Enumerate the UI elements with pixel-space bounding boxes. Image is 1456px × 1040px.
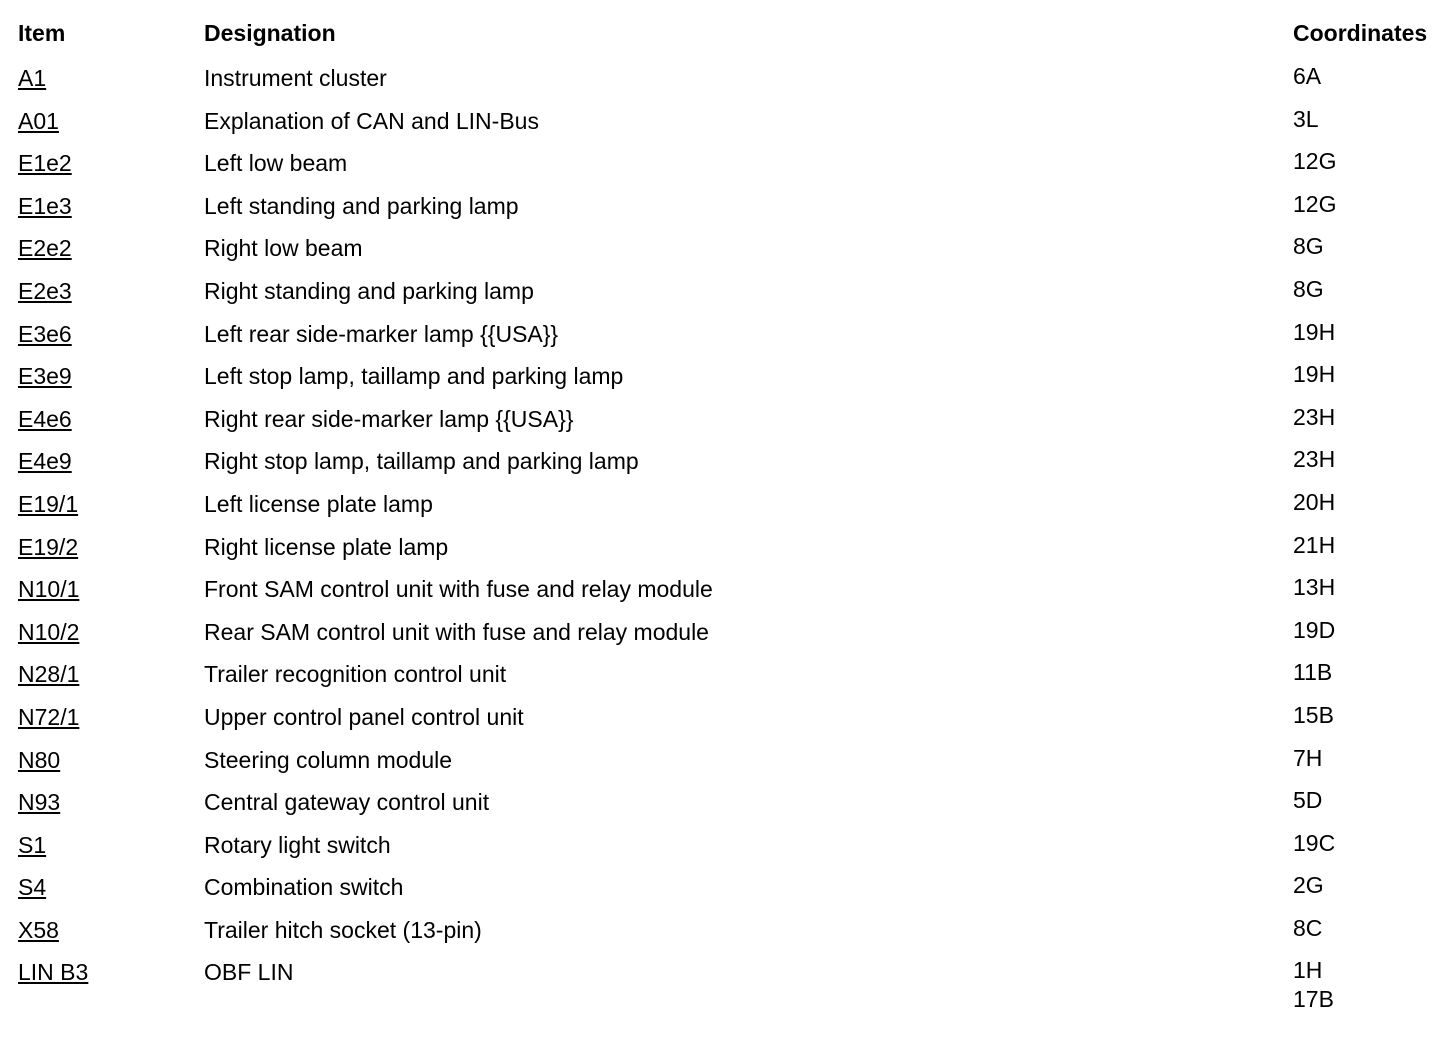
item-cell xyxy=(18,105,59,137)
designation-cell: Rotary light switch xyxy=(204,831,391,858)
table-row xyxy=(0,744,1456,787)
coordinate-value: 12G xyxy=(1293,148,1337,175)
item-cell xyxy=(18,531,78,563)
table-row xyxy=(0,956,1456,1013)
designation-cell: Right low beam xyxy=(204,235,363,262)
item-link[interactable]: E4e6 xyxy=(18,405,72,432)
designation-cell: Left low beam xyxy=(204,150,348,177)
legend-table-body xyxy=(0,62,1456,1013)
designation-cell: Explanation of CAN and LIN-Bus xyxy=(204,107,539,134)
item-link[interactable]: E2e2 xyxy=(18,235,72,262)
table-row xyxy=(0,403,1456,446)
item-cell xyxy=(18,318,72,350)
coordinates-cell xyxy=(1293,488,1335,517)
table-row xyxy=(0,445,1456,488)
designation-cell: Trailer recognition control unit xyxy=(204,661,507,688)
table-header xyxy=(0,20,1456,52)
coordinates-cell xyxy=(1293,744,1322,773)
table-row xyxy=(0,786,1456,829)
table-row xyxy=(0,147,1456,190)
coordinate-value: 19D xyxy=(1293,616,1336,643)
coordinates-cell xyxy=(1293,105,1319,134)
coordinate-value: 5D xyxy=(1293,787,1323,814)
item-link[interactable]: E19/1 xyxy=(18,490,79,517)
designation-cell: Rear SAM control unit with fuse and relay module xyxy=(204,618,709,645)
designation-cell: Left standing and parking lamp xyxy=(204,192,519,219)
coordinates-cell xyxy=(1293,786,1322,815)
coordinate-value: 20H xyxy=(1293,488,1336,515)
designation-cell: Steering column module xyxy=(204,746,453,773)
item-link[interactable]: E2e3 xyxy=(18,277,72,304)
coordinate-value: 19H xyxy=(1293,318,1336,345)
coordinates-cell xyxy=(1293,190,1336,219)
designation-cell: Central gateway control unit xyxy=(204,789,490,816)
coordinate-value: 3L xyxy=(1293,105,1319,132)
coordinates-cell xyxy=(1293,531,1335,560)
table-row xyxy=(0,871,1456,914)
coordinate-value: 13H xyxy=(1293,574,1336,601)
designation-cell: Upper control panel control unit xyxy=(204,703,524,730)
designation-cell: Left license plate lamp xyxy=(204,490,433,517)
item-link[interactable]: E4e9 xyxy=(18,448,72,475)
item-cell xyxy=(18,658,79,690)
coordinate-value: 19C xyxy=(1293,829,1336,856)
table-row xyxy=(0,62,1456,105)
coordinate-value: 12G xyxy=(1293,190,1337,217)
coordinates-cell xyxy=(1293,318,1335,347)
designation-cell: OBF LIN xyxy=(204,959,294,986)
table-row xyxy=(0,318,1456,361)
coordinates-cell xyxy=(1293,275,1324,304)
item-cell xyxy=(18,232,72,264)
item-link[interactable]: E1e2 xyxy=(18,150,72,177)
coordinates-cell xyxy=(1293,871,1324,900)
item-link[interactable]: E3e9 xyxy=(18,363,72,390)
coordinate-value: 19H xyxy=(1293,361,1336,388)
item-cell xyxy=(18,62,46,94)
table-row xyxy=(0,914,1456,957)
item-link[interactable]: A1 xyxy=(18,65,47,91)
item-cell xyxy=(18,829,46,861)
coordinate-value: 15B xyxy=(1293,701,1334,728)
designation-cell: Right rear side-marker lamp {{USA}} xyxy=(204,405,574,432)
item-cell xyxy=(18,744,60,776)
item-cell xyxy=(18,360,72,392)
item-link[interactable]: S4 xyxy=(18,874,47,901)
coordinate-value: 1H xyxy=(1293,957,1323,984)
item-cell xyxy=(18,275,72,307)
table-row xyxy=(0,573,1456,616)
item-link[interactable]: N93 xyxy=(18,789,61,816)
item-link[interactable]: A01 xyxy=(18,107,59,134)
item-link[interactable]: N72/1 xyxy=(18,703,80,730)
coordinate-value: 23H xyxy=(1293,403,1336,430)
item-link[interactable]: N10/1 xyxy=(18,576,80,603)
item-link[interactable]: E3e6 xyxy=(18,320,72,347)
item-link[interactable]: S1 xyxy=(18,831,47,858)
designation-cell: Right license plate lamp xyxy=(204,533,449,560)
table-row xyxy=(0,275,1456,318)
table-row xyxy=(0,658,1456,701)
table-row xyxy=(0,701,1456,744)
item-cell xyxy=(18,403,72,435)
table-row xyxy=(0,616,1456,659)
coordinates-cell xyxy=(1293,616,1335,645)
coordinate-value: 8G xyxy=(1293,233,1324,260)
item-link[interactable]: N80 xyxy=(18,746,61,773)
designation-cell: Front SAM control unit with fuse and relay module xyxy=(204,576,713,603)
coordinates-cell xyxy=(1293,445,1335,474)
item-link[interactable]: LIN B3 xyxy=(18,959,89,986)
coordinates-cell xyxy=(1293,147,1336,176)
item-link[interactable]: N28/1 xyxy=(18,661,80,688)
item-cell xyxy=(18,956,88,988)
item-cell xyxy=(18,786,60,818)
designation-cell: Left rear side-marker lamp {{USA}} xyxy=(204,320,559,347)
coordinates-cell xyxy=(1293,62,1321,91)
coordinates-cell xyxy=(1293,829,1335,858)
table-row xyxy=(0,829,1456,872)
table-row xyxy=(0,531,1456,574)
coordinate-value: 7H xyxy=(1293,744,1323,771)
table-row xyxy=(0,488,1456,531)
table-row xyxy=(0,360,1456,403)
coordinates-cell xyxy=(1293,403,1335,432)
item-link[interactable]: E19/2 xyxy=(18,533,79,560)
coordinate-value: 11B xyxy=(1293,659,1333,686)
item-link[interactable]: X58 xyxy=(18,916,59,943)
coordinate-value: 17B xyxy=(1293,986,1334,1013)
coordinates-cell xyxy=(1293,360,1335,389)
table-row xyxy=(0,232,1456,275)
coordinates-cell xyxy=(1293,658,1332,687)
designation-cell: Instrument cluster xyxy=(204,65,387,91)
header-item: Item xyxy=(18,20,66,46)
designation-cell: Right standing and parking lamp xyxy=(204,277,534,304)
item-cell xyxy=(18,616,79,648)
coordinate-value: 2G xyxy=(1293,872,1324,899)
item-cell xyxy=(18,871,46,903)
designation-cell: Trailer hitch socket (13-pin) xyxy=(204,916,482,943)
designation-cell: Combination switch xyxy=(204,874,404,901)
coordinate-value: 6A xyxy=(1293,63,1322,89)
table-row xyxy=(0,190,1456,233)
coordinates-cell xyxy=(1293,573,1335,602)
item-cell xyxy=(18,914,59,946)
item-cell xyxy=(18,488,78,520)
coordinate-value: 8G xyxy=(1293,275,1324,302)
designation-cell: Left stop lamp, taillamp and parking lamp xyxy=(204,363,624,390)
item-cell xyxy=(18,573,79,605)
coordinates-cell xyxy=(1293,701,1334,730)
table-row xyxy=(0,105,1456,148)
coordinates-cell xyxy=(1293,232,1324,261)
header-coordinates: Coordinates xyxy=(1293,20,1428,46)
coordinates-cell xyxy=(1293,956,1334,1014)
item-link[interactable]: N10/2 xyxy=(18,618,80,645)
item-link[interactable]: E1e3 xyxy=(18,192,72,219)
item-cell xyxy=(18,445,72,477)
coordinate-value: 8C xyxy=(1293,914,1323,941)
item-cell xyxy=(18,147,72,179)
item-cell xyxy=(18,190,72,222)
header-designation: Designation xyxy=(204,20,336,46)
coordinates-cell xyxy=(1293,914,1322,943)
item-cell xyxy=(18,701,79,733)
coordinate-value: 23H xyxy=(1293,446,1336,473)
coordinate-value: 21H xyxy=(1293,531,1336,558)
designation-cell: Right stop lamp, taillamp and parking lamp xyxy=(204,448,639,475)
